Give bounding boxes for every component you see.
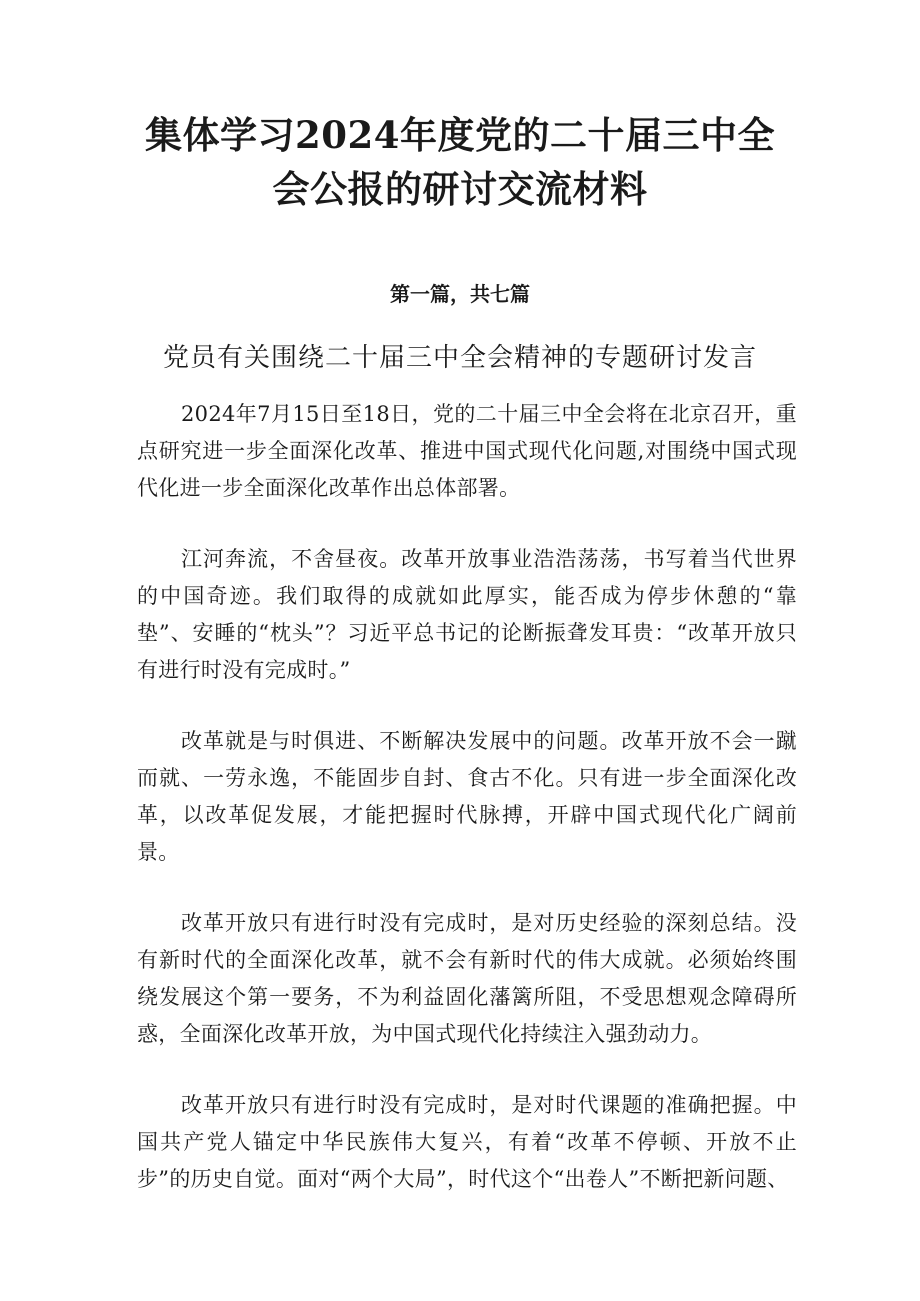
- paragraph-1: 2024年7月15日至18日，党的二十届三中全会将在北京召开，重点研究进一步全面深化改革、推进中国式现代化问题,对围绕中国式现代化进一步全面深化改革作出总体部署。: [137, 402, 797, 500]
- document-title: 集体学习2024年度党的二十届三中全会公报的研讨交流材料: [145, 113, 775, 211]
- paragraph-2: 江河奔流，不舍昼夜。改革开放事业浩浩荡荡，书写着当代世界的中国奇迹。我们取得的成就如此厚实，能否成为停步休憩的“靠垫”、安睡的“枕头”？习近平总书记的论断振聋发耳贵：“改革开放只有进行时没有完成时。”: [137, 547, 797, 682]
- paragraph-3: 改革就是与时俱进、不断解决发展中的问题。改革开放不会一蹴而就、一劳永逸，不能固步自封、食古不化。只有进一步全面深化改革，以改革促发展，才能把握时代脉搏，开辟中国式现代化广阔前景。: [137, 729, 797, 864]
- section-subtitle: 党员有关围绕二十届三中全会精神的专题研讨发言: [162, 343, 757, 373]
- paragraph-4: 改革开放只有进行时没有完成时，是对历史经验的深刻总结。没有新时代的全面深化改革，就不会有新时代的伟大成就。必须始终围绕发展这个第一要务，不为利益固化藩篱所阻，不受思想观念障碍所惑，全面深化改革开放，为中国式现代化持续注入强劲动力。: [137, 911, 797, 1046]
- part-label: 第一篇，共七篇: [390, 282, 530, 306]
- paragraph-5: 改革开放只有进行时没有完成时，是对时代课题的准确把握。中国共产党人锚定中华民族伟大复兴，有着“改革不停顿、开放不止步”的历史自觉。面对“两个大局”，时代这个“出卷人”不断把新问题、: [137, 1093, 797, 1191]
- body-text: [137, 396, 797, 1232]
